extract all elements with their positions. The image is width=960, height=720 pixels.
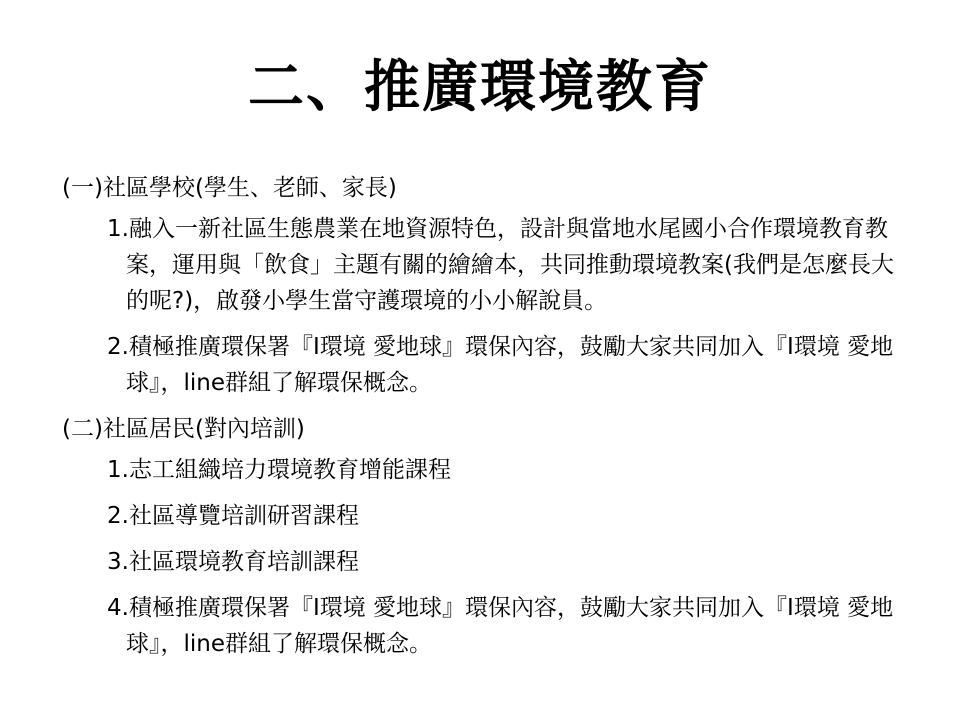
list-item: 4.積極推廣環保署『I環境 愛地球』環保內容，鼓勵大家共同加入『I環境 愛地球』，line群組了解環保概念。	[107, 595, 894, 657]
list-item: 1.志工組織培力環境教育增能課程	[107, 457, 451, 483]
list-item: 2.積極推廣環保署『I環境 愛地球』環保內容，鼓勵大家共同加入『I環境 愛地球』，line群組了解環保概念。	[107, 334, 894, 396]
section-heading-community-residents: (二)社區居民(對內培訓)	[62, 416, 305, 442]
section-heading-community-school: (一)社區學校(學生、老師、家長)	[62, 175, 397, 201]
list-item: 2.社區導覽培訓研習課程	[107, 503, 359, 529]
slide-title: 二、推廣環境教育	[248, 55, 712, 120]
list-item: 3.社區環境教育培訓課程	[107, 549, 359, 575]
list-item: 1.融入一新社區生態農業在地資源特色，設計與當地水尾國小合作環境教育教案，運用與「飲食」主題有關的繪繪本，共同推動環境教案(我們是怎麼長大的呢?)，啟發小學生當守護環境的小小解說員。	[107, 216, 894, 314]
slide-content	[62, 170, 922, 672]
